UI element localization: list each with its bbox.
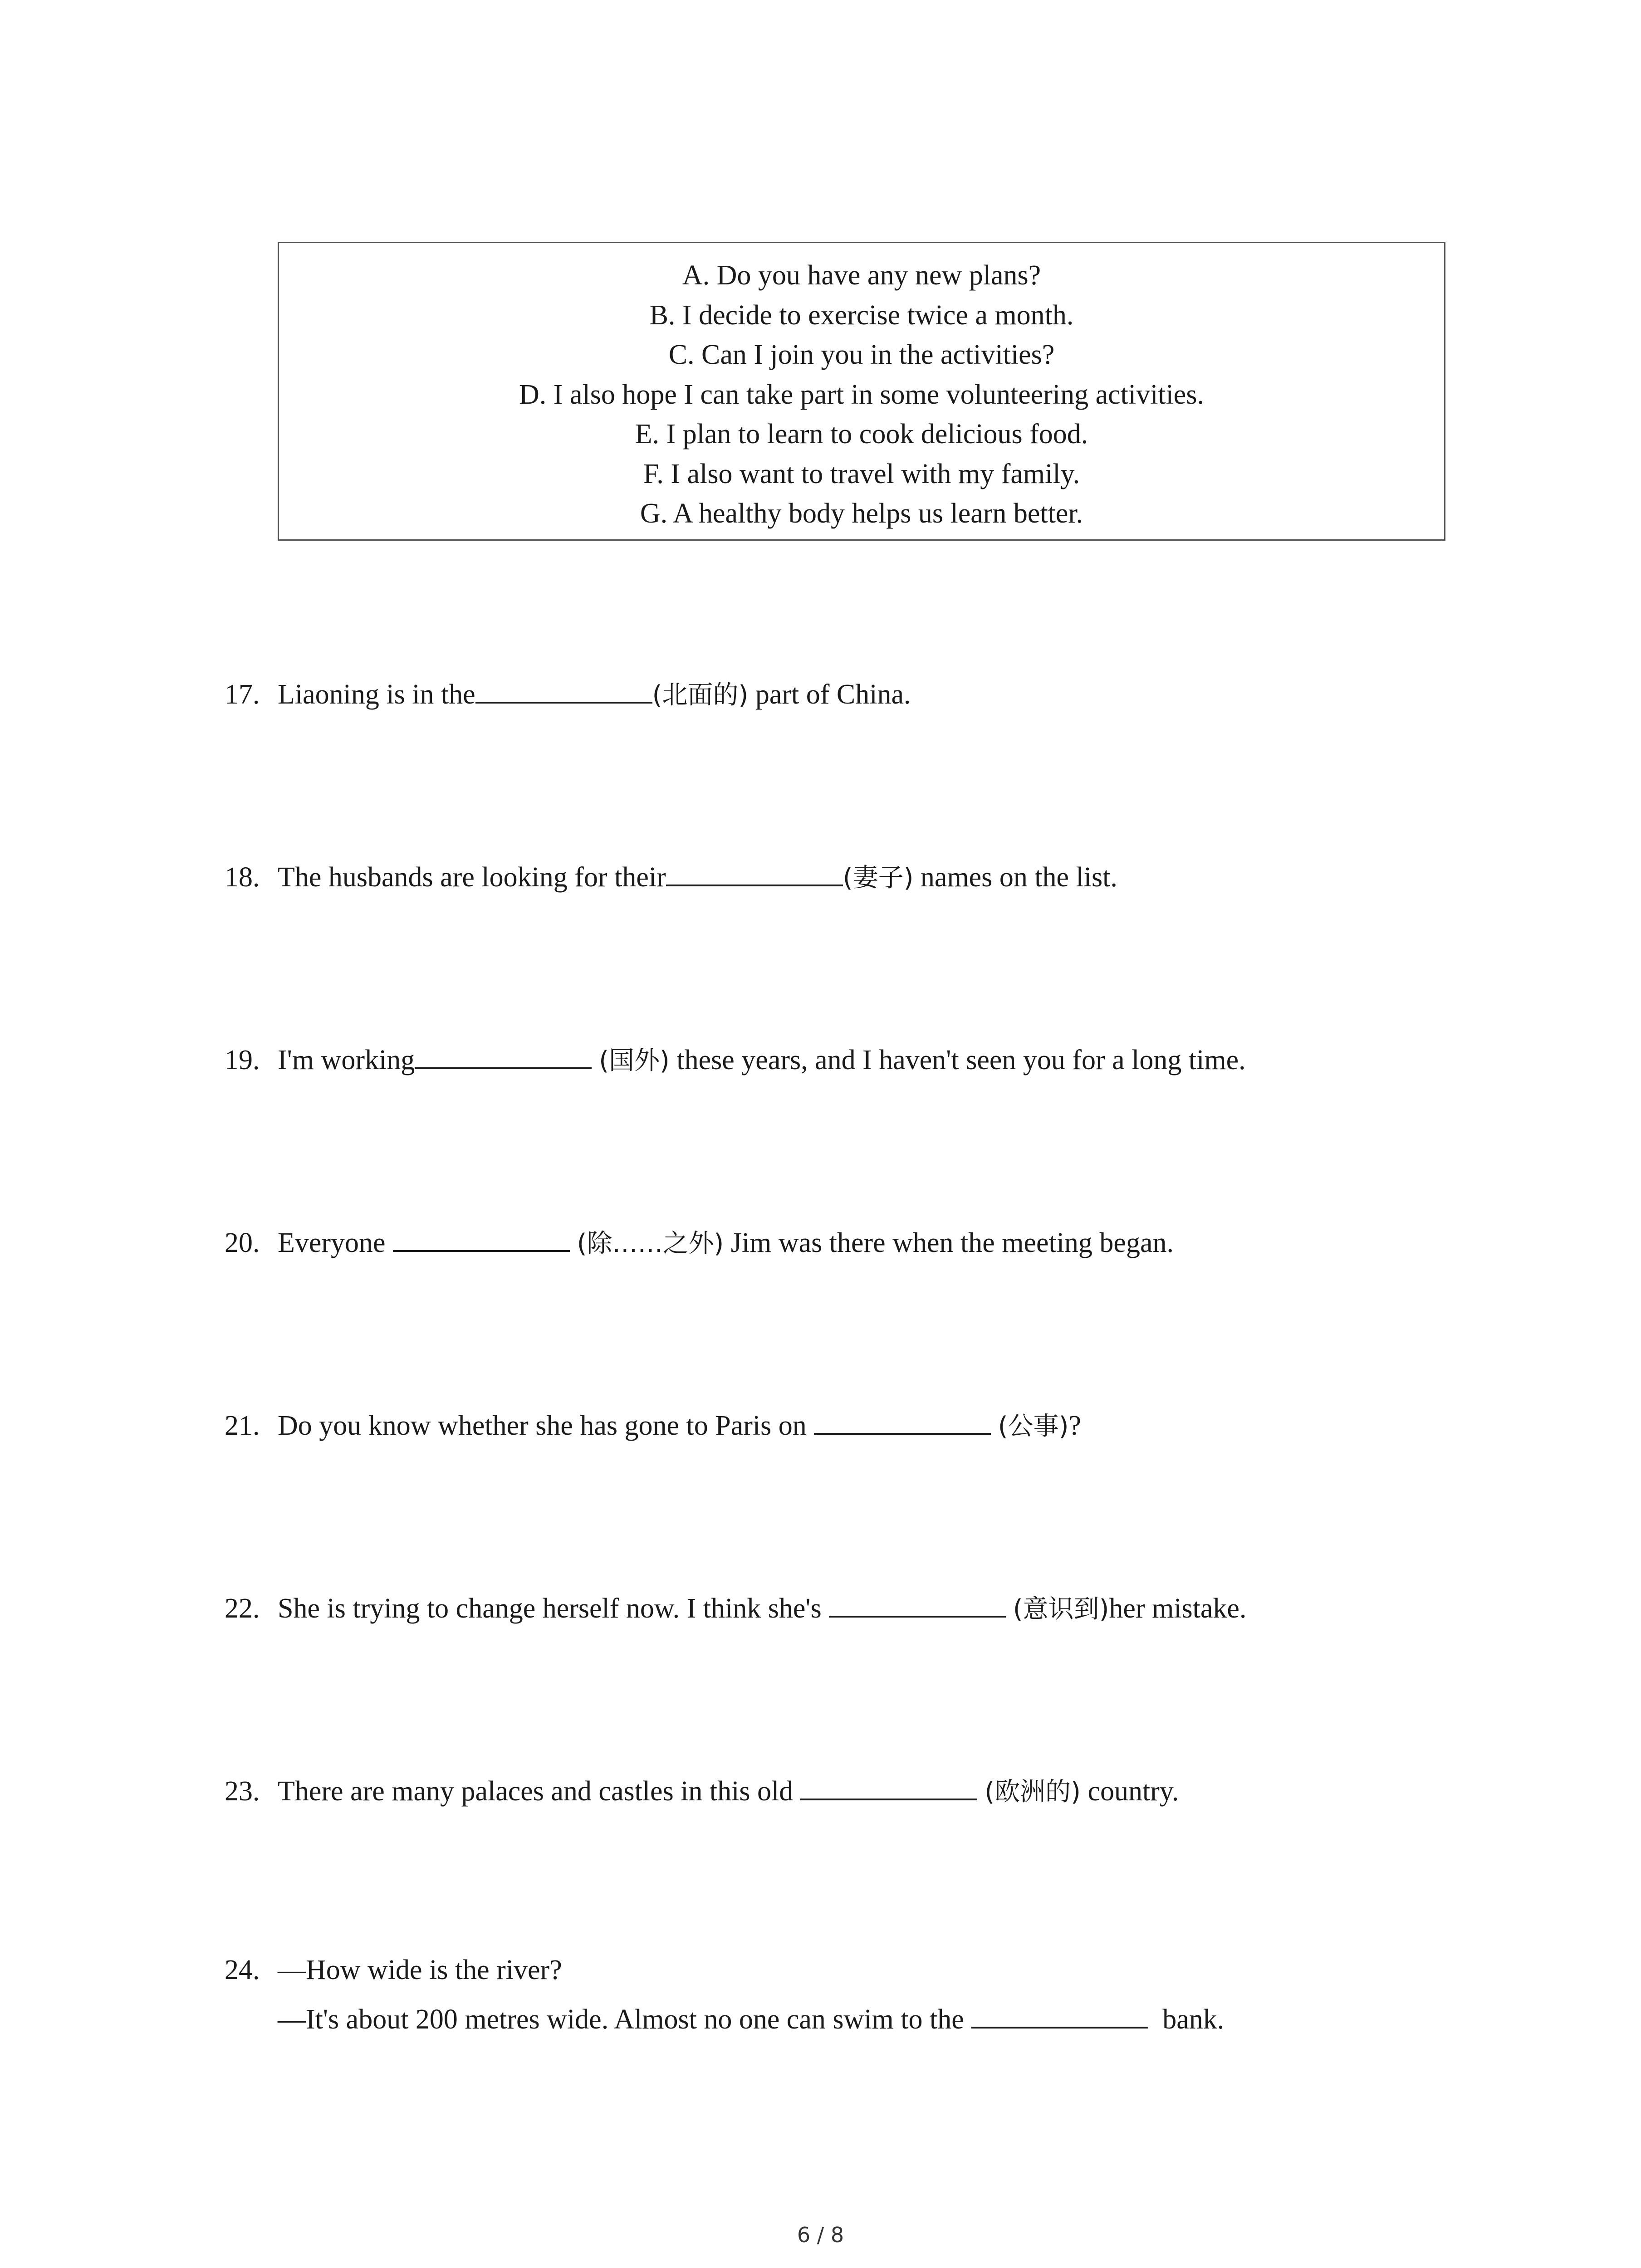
dialogue-answer: —It's about 200 metres wide. Almost no one can swim to the — [278, 2004, 964, 2035]
option-g: G. A healthy body helps us learn better. — [640, 498, 1083, 529]
question-text: Do you know whether she has gone to Paris on — [278, 1410, 807, 1441]
option-e: E. I plan to learn to cook delicious food. — [635, 419, 1088, 450]
question-22 — [225, 1589, 1246, 1629]
option-a: A. Do you have any new plans? — [682, 260, 1041, 291]
dialogue-line-1 — [225, 1950, 1224, 1990]
option-b: B. I decide to exercise twice a month. — [649, 299, 1074, 331]
chinese-hint: (国外) — [599, 1046, 670, 1075]
answer-blank[interactable] — [393, 1225, 570, 1252]
question-19 — [225, 1041, 1246, 1080]
question-text-after: part of China. — [748, 679, 911, 710]
question-number: 23. — [225, 1776, 260, 1807]
question-text-after: names on the list. — [913, 862, 1117, 893]
question-text-after: these years, and I haven't seen you for a long time. — [669, 1045, 1246, 1075]
question-number: 21. — [225, 1410, 260, 1441]
answer-options-box — [278, 242, 1445, 541]
question-20 — [225, 1223, 1174, 1263]
dialogue-question: —How wide is the river? — [278, 1955, 562, 1985]
chinese-hint: (北面的) — [652, 680, 749, 710]
question-17 — [225, 675, 911, 715]
question-text-after: her mistake. — [1109, 1593, 1247, 1624]
question-text-after: country. — [1080, 1776, 1179, 1807]
question-number: 20. — [225, 1227, 260, 1258]
question-23 — [225, 1772, 1179, 1812]
question-text: She is trying to change herself now. I think she's — [278, 1593, 822, 1624]
chinese-hint: (妻子) — [843, 863, 914, 893]
answer-blank[interactable] — [829, 1590, 1006, 1618]
chinese-hint: (公事) — [998, 1412, 1069, 1441]
chinese-hint: (意识到) — [1013, 1594, 1109, 1624]
dialogue-line-2 — [278, 2000, 1224, 2039]
question-text: Everyone — [278, 1227, 386, 1258]
question-18 — [225, 858, 1117, 898]
answer-blank[interactable] — [814, 1408, 991, 1435]
option-c: C. Can I join you in the activities? — [668, 339, 1055, 370]
answer-blank[interactable] — [415, 1042, 592, 1069]
question-text-after: ? — [1068, 1410, 1082, 1441]
question-text-after: Jim was there when the meeting began. — [724, 1227, 1174, 1258]
question-text: There are many palaces and castles in this old — [278, 1776, 794, 1807]
question-text: I'm working — [278, 1045, 415, 1075]
answer-blank[interactable] — [666, 859, 843, 886]
question-number: 24. — [225, 1955, 260, 1985]
chinese-hint: (除……之外) — [577, 1229, 724, 1258]
question-number: 19. — [225, 1045, 260, 1075]
question-number: 22. — [225, 1593, 260, 1624]
answer-blank[interactable] — [971, 2001, 1148, 2028]
question-24 — [225, 1950, 1224, 2039]
dialogue-answer-after: bank. — [1155, 2004, 1225, 2035]
question-number: 18. — [225, 862, 260, 893]
page-number: 6 / 8 — [797, 2223, 844, 2247]
question-text: Liaoning is in the — [278, 679, 475, 710]
question-21 — [225, 1406, 1081, 1446]
option-f: F. I also want to travel with my family. — [643, 458, 1080, 489]
question-number: 17. — [225, 679, 260, 710]
answer-blank[interactable] — [800, 1773, 977, 1800]
question-text: The husbands are looking for their — [278, 862, 666, 893]
answer-blank[interactable] — [475, 676, 652, 704]
chinese-hint: (欧洲的) — [985, 1777, 1081, 1807]
option-d: D. I also hope I can take part in some volunteering activities. — [519, 379, 1204, 410]
